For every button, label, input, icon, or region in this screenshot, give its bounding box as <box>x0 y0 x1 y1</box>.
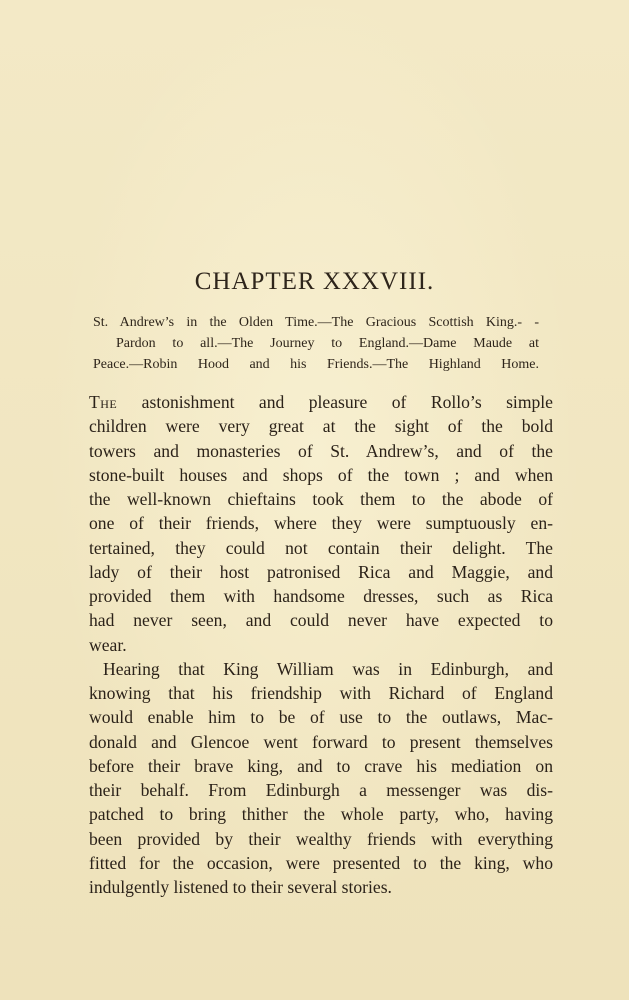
chapter-summary <box>93 312 539 375</box>
text-line: the well-known chieftains took them to the abode of <box>89 489 553 509</box>
text-line: patched to bring thither the whole party, who, having <box>89 804 553 825</box>
summary-line: Peace.—Robin Hood and his Friends.—The Highland Home. <box>93 357 539 372</box>
text-line: indulgently listened to their several stories. <box>89 877 392 897</box>
text-line: had never seen, and could never have expected to <box>89 610 553 631</box>
text-line: fitted for the occasion, were presented to the king, who <box>89 852 553 873</box>
text-line: lady of their host patronised Rica and Maggie, and <box>89 561 553 582</box>
text-line: before their brave king, and to crave his mediation on <box>89 755 553 776</box>
chapter-title: CHAPTER XXXVIII. <box>194 268 435 295</box>
text-line: tertained, they could not contain their delight. The <box>89 537 553 558</box>
drop-word: The <box>89 392 118 412</box>
summary-line: Pardon to all.—The Journey to England.—Dame Maude at <box>116 336 539 351</box>
text-line: their behalf. From Edinburgh a messenger was dis- <box>89 780 553 800</box>
text-line: provided them with handsome dresses, such as Rica <box>89 586 553 606</box>
paragraph-1 <box>89 390 553 657</box>
text-line: wear. <box>89 634 127 655</box>
text-line: been provided by their wealthy friends with everything <box>89 828 553 849</box>
text-line: donald and Glencoe went forward to present themselves <box>89 731 553 752</box>
text-line-rest: astonishment and pleasure of Rollo’s simple <box>117 392 553 412</box>
summary-line: St. Andrew’s in the Olden Time.—The Gracious Scottish King.- - <box>93 315 539 330</box>
text-line: one of their friends, where they were sumptuously en- <box>89 513 553 534</box>
text-line: stone-built houses and shops of the town ; and when <box>89 464 553 485</box>
text-line: knowing that his friendship with Richard of England <box>89 683 553 703</box>
text-line: towers and monasteries of St. Andrew’s, and of the <box>89 440 553 461</box>
text-line: Hearing that King William was in Edinburgh, and <box>103 658 553 679</box>
paragraph-2 <box>89 657 553 900</box>
text-line: would enable him to be of use to the outlaws, Mac- <box>89 707 553 728</box>
text-line: children were very great at the sight of the bold <box>89 416 553 437</box>
text-line <box>89 390 553 414</box>
chapter-body <box>89 390 553 899</box>
